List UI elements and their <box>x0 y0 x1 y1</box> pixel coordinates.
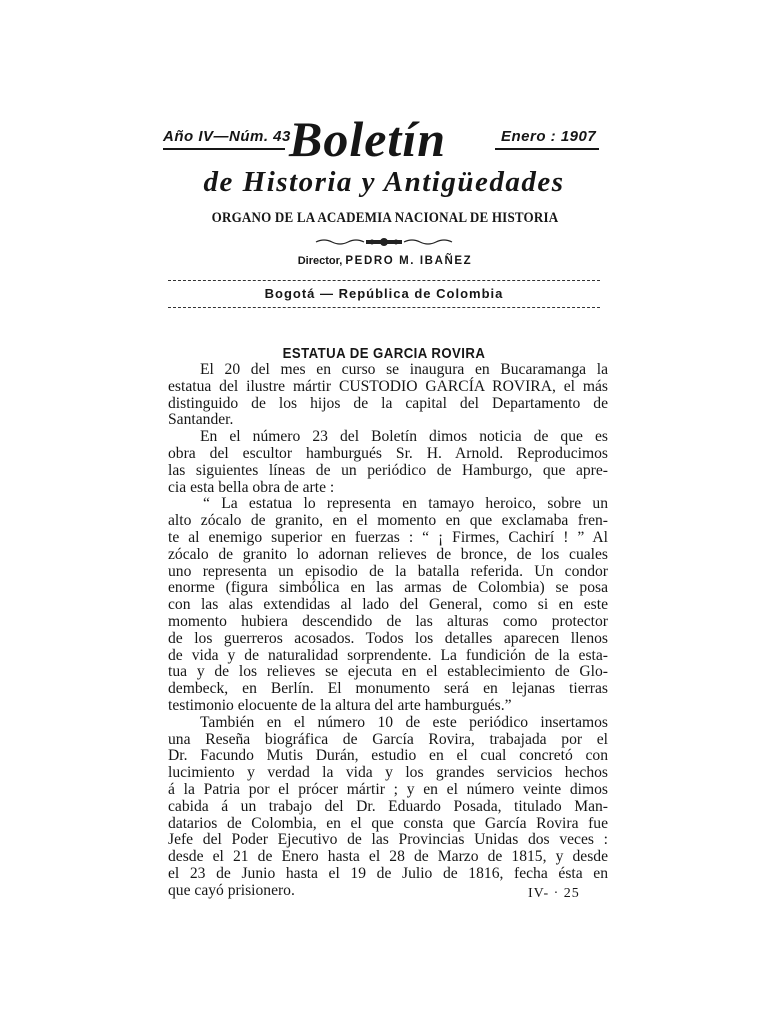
text-line: distinguido de los hijos de la capital del Departamento de <box>168 394 608 412</box>
director-line <box>200 255 570 267</box>
text-line: con las alas extendidas al lado del General, como si en este <box>168 596 608 614</box>
text-line: te al enemigo superior en fuerzas : “ ¡ Firmes, Cachirí ! ” Al <box>168 528 608 546</box>
date-rule <box>495 148 599 150</box>
text-line: de vida y de naturalidad sorprendente. La fundición de la esta- <box>168 646 608 664</box>
issue-rule <box>163 148 285 150</box>
director-label: Director, <box>297 255 343 267</box>
text-line: “ La estatua lo representa en tamayo heroico, sobre un <box>203 495 608 513</box>
text-line: cia esta bella obra de arte : <box>168 478 335 496</box>
text-line: datarios de Colombia, en el que consta que García Rovira fue <box>168 814 608 832</box>
masthead <box>163 111 603 167</box>
bottom-rule <box>168 307 600 308</box>
article-body <box>168 362 608 900</box>
text-line: También en el número 10 de este periódico insertamos <box>200 713 608 731</box>
text-line: cabida á un trabajo del Dr. Eduardo Posada, titulado Man- <box>168 797 608 815</box>
text-line: las siguientes líneas de un periódico de Hamburgo, que apre- <box>168 461 608 479</box>
text-line: de los guerreros acosados. Todos los detalles aparecen llenos <box>168 629 608 647</box>
text-line: Santander. <box>168 411 234 429</box>
text-line: Jefe del Poder Ejecutivo de las Provincias Unidas dos veces : <box>168 831 608 849</box>
text-line: lucimiento y verdad la vida y los grandes servicios hechos <box>168 764 608 782</box>
director-name: PEDRO M. IBAÑEZ <box>345 255 473 267</box>
text-line: zócalo de granito lo adornan relieves de bronce, de los cuales <box>168 545 608 563</box>
ornament-divider <box>314 236 454 248</box>
text-line: una Reseña biográfica de García Rovira, trabajada por el <box>168 730 608 748</box>
top-rule <box>168 280 600 281</box>
text-line: alto zócalo de granito, en el momento en que exclamaba fren- <box>168 512 608 530</box>
text-line: dembeck, en Berlín. El monumento será en lejanas tierras <box>168 680 608 698</box>
issue-date: Enero : 1907 <box>501 128 597 145</box>
organ-line: ORGANO DE LA ACADEMIA NACIONAL DE HISTORIA <box>211 210 559 226</box>
text-line: Dr. Facundo Mutis Durán, estudio en el cual concretó con <box>168 747 608 765</box>
page-signature: IV- · 25 <box>528 886 580 901</box>
text-line: tua y de los relieves se ejecuta en el establecimiento de Glo- <box>168 663 608 681</box>
issue-number: Año IV—Núm. 43 <box>163 128 291 145</box>
text-line: estatua del ilustre mártir CUSTODIO GARCÍA ROVIRA, el más <box>168 377 608 395</box>
journal-subtitle: de Historia y Antigüedades <box>203 166 565 198</box>
text-line: En el número 23 del Boletín dimos noticia de que es <box>200 428 608 446</box>
text-line: á la Patria por el prócer mártir ; y en el número veinte dimos <box>168 780 608 798</box>
text-line: uno representa un episodio de la batalla referida. Un condor <box>168 562 608 580</box>
place-line: Bogotá — República de Colombia <box>264 286 504 301</box>
text-line: que cayó prisionero. <box>168 881 295 899</box>
text-line: testimonio elocuente de la altura del arte hamburgués.” <box>168 696 512 714</box>
text-line: El 20 del mes en curso se inaugura en Bucaramanga la <box>200 361 608 378</box>
text-line: momento hubiera descendido de las alturas como protector <box>168 612 608 630</box>
text-line: el 23 de Junio hasta el 19 de Julio de 1816, fecha ésta en <box>168 864 608 882</box>
text-line: desde el 21 de Enero hasta el 28 de Marzo de 1815, y desde <box>168 848 608 866</box>
journal-name: Boletín <box>289 111 447 167</box>
article-title: ESTATUA DE GARCIA ROVIRA <box>282 345 486 362</box>
text-line: enorme (figura simbólica en las armas de Colombia) se posa <box>168 579 608 597</box>
text-line: obra del escultor hamburgués Sr. H. Arnold. Reproducimos <box>168 444 608 462</box>
